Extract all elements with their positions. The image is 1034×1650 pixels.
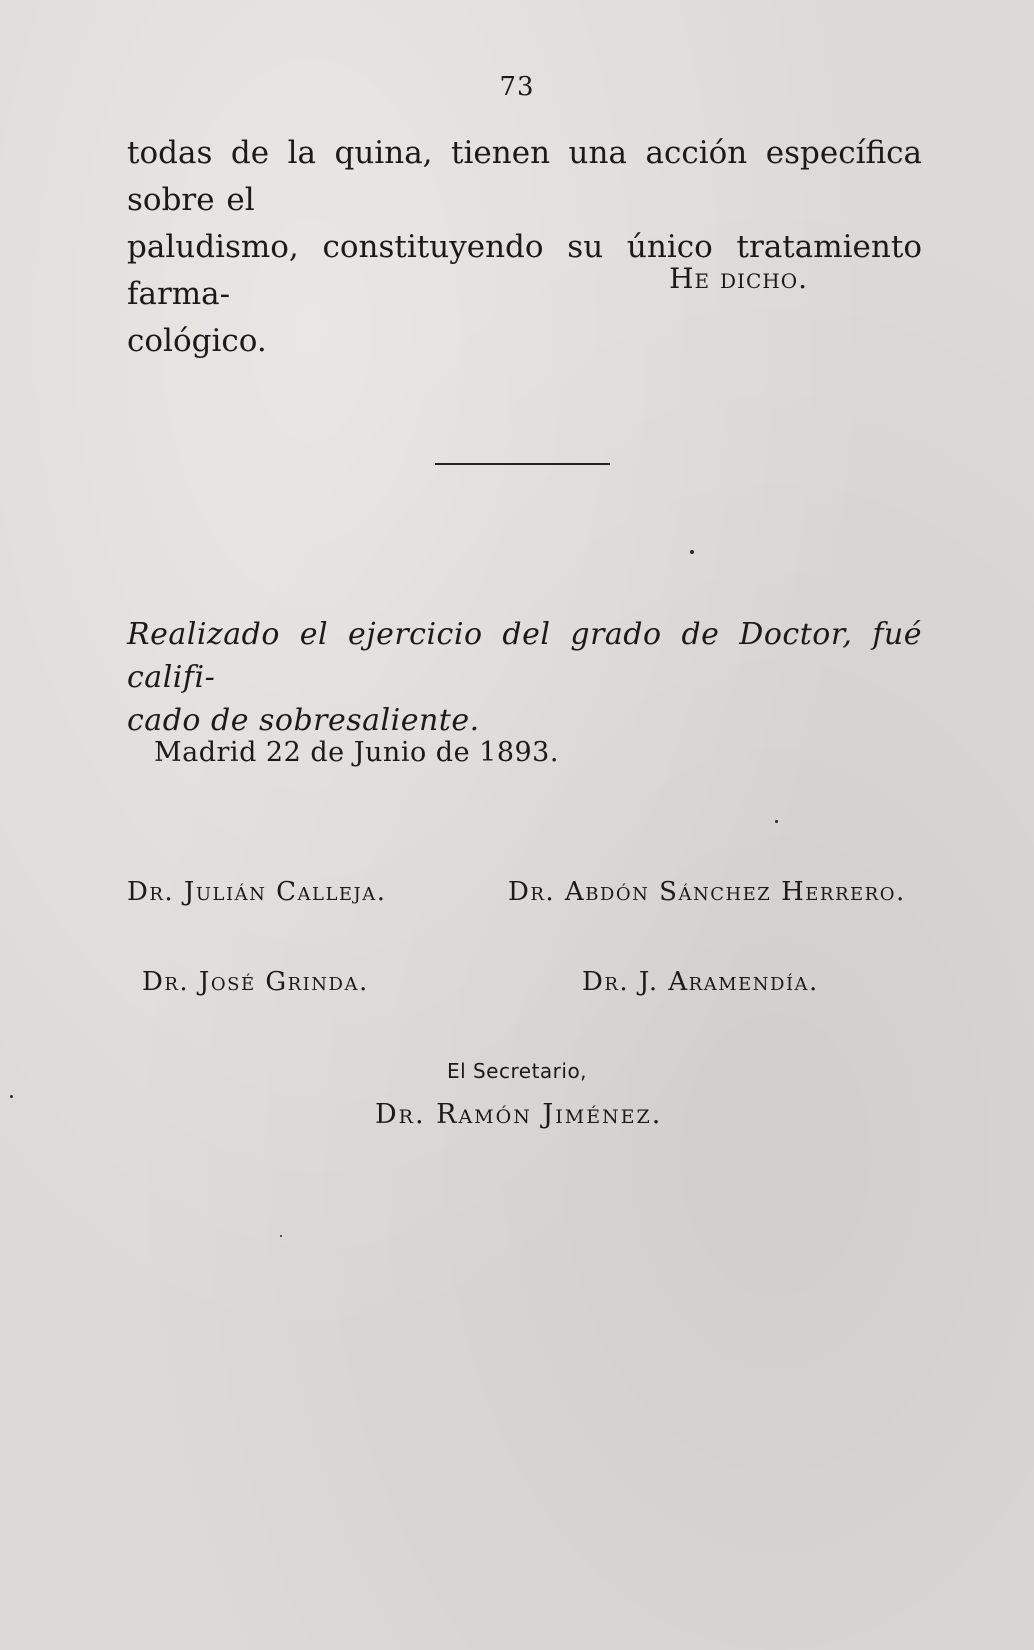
body-paragraph <box>127 130 922 365</box>
body-line: paludismo, constituyendo su único tratamiento farma- <box>127 229 922 312</box>
signatory-sanchez-herrero: Dr. Abdón Sánchez Herrero. <box>508 877 906 907</box>
secretary-label: El Secretario, <box>446 1059 588 1083</box>
verdict-paragraph <box>127 613 922 742</box>
section-divider <box>435 463 610 465</box>
signatory-aramendia: Dr. J. Aramendía. <box>582 967 819 997</box>
page-number: 73 <box>499 72 535 102</box>
paper-speck <box>10 1095 13 1098</box>
closing-phrase: He dicho. <box>669 262 808 295</box>
body-line: cológico. <box>127 323 267 359</box>
verdict-line: cado de sobresaliente. <box>127 703 480 738</box>
place-date: Madrid 22 de Junio de 1893. <box>154 737 559 768</box>
paper-speck <box>280 1235 282 1237</box>
signatory-grinda: Dr. José Grinda. <box>142 967 369 997</box>
secretary-name: Dr. Ramón Jiménez. <box>375 1099 663 1130</box>
paper-speck <box>775 820 778 823</box>
signatory-calleja: Dr. Julián Calleja. <box>127 877 387 907</box>
body-line: todas de la quina, tienen una acción específica sobre el <box>127 135 922 218</box>
verdict-line: Realizado el ejercicio del grado de Doctor, fué califi- <box>127 617 922 695</box>
paper-speck <box>690 550 694 554</box>
